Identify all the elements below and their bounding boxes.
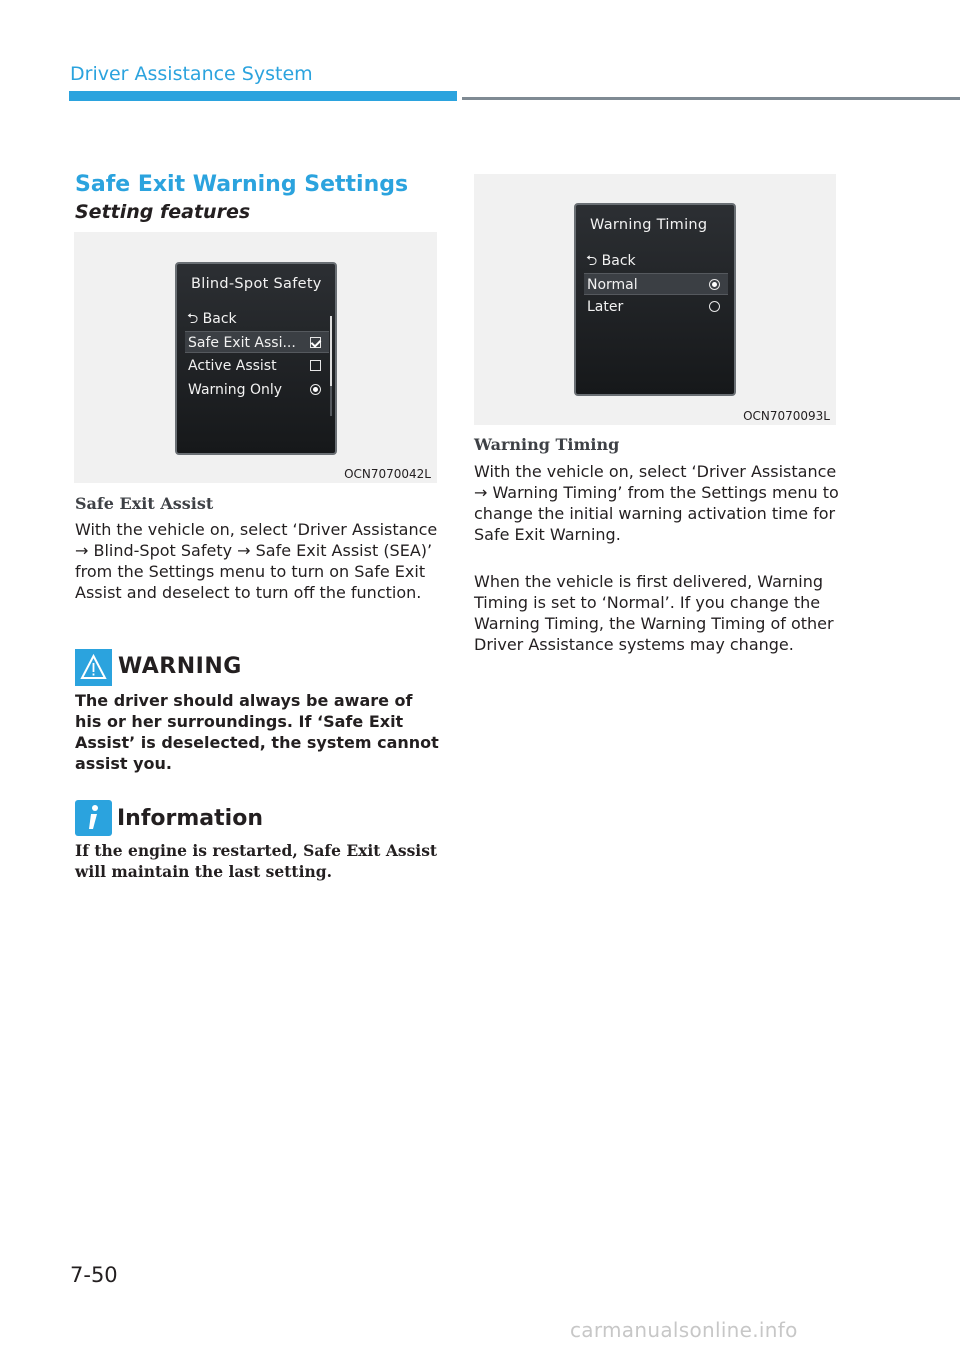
menu-item-label: Active Assist	[188, 358, 277, 374]
information-title: Information	[117, 806, 263, 831]
paragraph-warning-timing-1: With the vehicle on, select ‘Driver Assistance → Warning Timing’ from the Settings menu to change the initial warning activation time for Safe Exit Warning.	[474, 462, 839, 544]
figure-caption: OCN7070042L	[344, 467, 431, 481]
section-title: Safe Exit Warning Settings	[75, 172, 409, 197]
menu-item-later	[584, 296, 728, 318]
radio-selected-icon	[709, 279, 720, 290]
watermark: carmanualsonline.info	[570, 1318, 798, 1342]
page-number: 7-50	[70, 1263, 118, 1287]
menu-item-normal	[584, 273, 728, 295]
section-subtitle: Setting features	[75, 201, 251, 223]
back-menu-item: ⮌ Back	[187, 311, 237, 327]
radio-unselected-icon	[709, 301, 720, 312]
cluster-screen	[574, 203, 736, 396]
menu-item-label: Later	[587, 299, 624, 315]
menu-item-label: Safe Exit Assi...	[188, 335, 296, 351]
warning-triangle-icon	[75, 649, 112, 686]
figure-blind-spot-safety	[74, 232, 437, 483]
running-header: Driver Assistance System	[70, 63, 313, 85]
header-rule-accent	[69, 91, 457, 101]
information-text: If the engine is restarted, Safe Exit Assist will maintain the last setting.	[75, 841, 438, 881]
menu-item-active-assist	[185, 355, 329, 377]
warning-title: WARNING	[118, 654, 242, 679]
warning-text: The driver should always be aware of his or her surroundings. If ‘Safe Exit Assist’ is deselected, the system cannot assist you.	[75, 691, 439, 773]
menu-item-label: Normal	[587, 277, 638, 293]
info-icon	[75, 800, 112, 836]
checkbox-checked-icon	[310, 337, 321, 348]
checkbox-unchecked-icon	[310, 360, 321, 371]
menu-item-safe-exit-assist	[185, 331, 329, 353]
subheading-safe-exit-assist: Safe Exit Assist	[75, 494, 214, 513]
subheading-warning-timing: Warning Timing	[474, 435, 620, 454]
back-menu-item: ⮌ Back	[586, 253, 636, 269]
header-rule	[462, 97, 960, 100]
scrollbar-thumb	[330, 316, 332, 386]
radio-selected-icon	[310, 384, 321, 395]
menu-item-label: Warning Only	[188, 382, 283, 398]
screen-title: Blind-Spot Safety	[191, 276, 322, 292]
figure-warning-timing	[474, 174, 836, 425]
paragraph-safe-exit-assist: With the vehicle on, select ‘Driver Assistance → Blind-Spot Safety → Safe Exit Assist (SEA)’ from the Settings menu to turn on Safe Exit Assist and deselect to turn off the function.	[75, 520, 438, 602]
screen-title: Warning Timing	[590, 217, 708, 233]
cluster-screen	[175, 262, 337, 455]
menu-item-warning-only	[185, 379, 329, 401]
figure-caption: OCN7070093L	[743, 409, 830, 423]
paragraph-warning-timing-2: When the vehicle is first delivered, Warning Timing is set to ‘Normal’. If you change the Warning Timing, the Warning Timing of other Driver Assistance systems may change.	[474, 572, 834, 654]
